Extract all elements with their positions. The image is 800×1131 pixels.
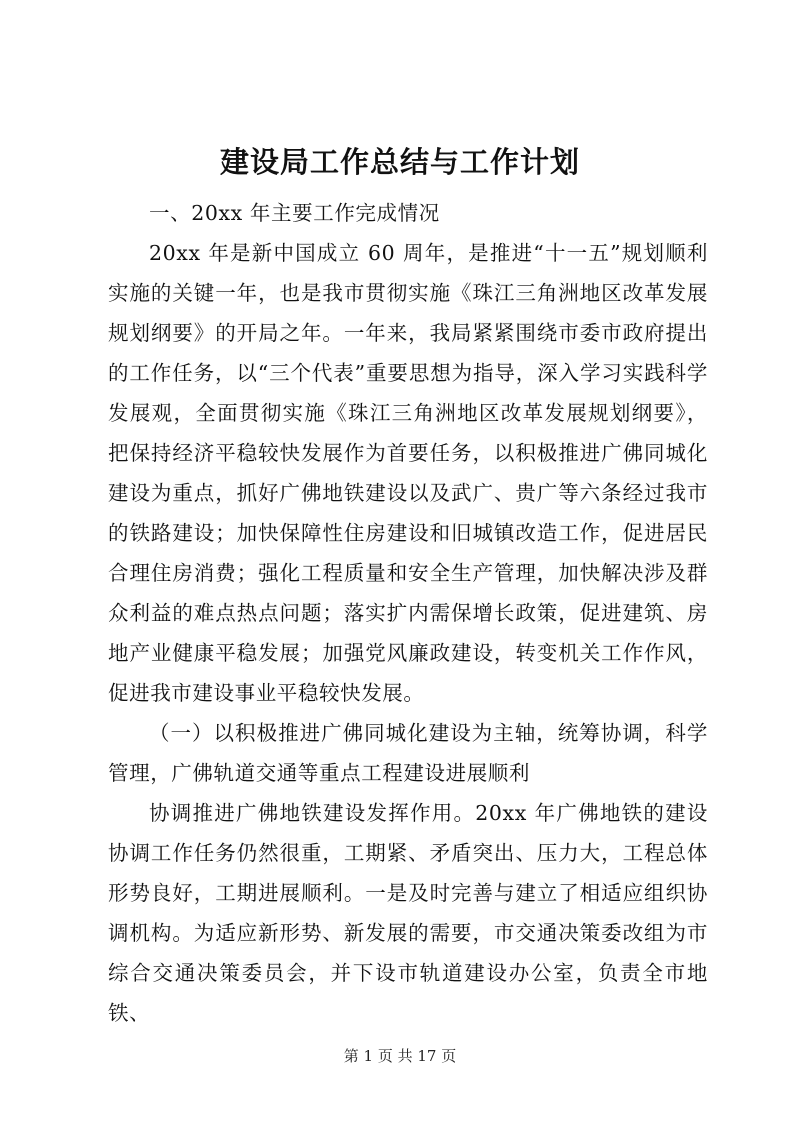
subsection-heading-1: （一）以积极推进广佛同城化建设为主轴，统筹协调，科学管理，广佛轨道交通等重点工程建设进展顺利: [108, 721, 708, 785]
section-heading-1: 一、20xx 年主要工作完成情况: [149, 201, 440, 225]
document-title: 建设局工作总结与工作计划: [219, 145, 580, 179]
document-body: [108, 193, 708, 1033]
page-number-footer: 第 1 页 共 17 页: [343, 1047, 457, 1065]
paragraph-intro: 20xx 年是新中国成立 60 周年，是推进“十一五”规划顺利实施的关键一年，也是我市贯彻实施《珠江三角洲地区改革发展规划纲要》的开局之年。一年来，我局紧紧围绕市委市政府提出的工作任务，以“三个代表”重要思想为指导，深入学习实践科学发展观，全面贯彻实施《珠江三角洲地区改革发展规划纲要》，把保持经济平稳较快发展作为首要任务，以积极推进广佛同城化建设为重点，抓好广佛地铁建设以及武广、贵广等六条经过我市的铁路建设；加快保障性住房建设和旧城镇改造工作，促进居民合理住房消费；强化工程质量和安全生产管理，加快解决涉及群众利益的难点热点问题；落实扩内需保增长政策，促进建筑、房地产业健康平稳发展；加强党风廉政建设，转变机关工作作风，促进我市建设事业平稳较快发展。: [108, 241, 708, 705]
paragraph-metro: 协调推进广佛地铁建设发挥作用。20xx 年广佛地铁的建设协调工作任务仍然很重，工期紧、矛盾突出、压力大，工程总体形势良好，工期进展顺利。一是及时完善与建立了相适应组织协调机构。为适应新形势、新发展的需要，市交通决策委改组为市综合交通决策委员会，并下设市轨道建设办公室，负责全市地铁、: [108, 801, 708, 1025]
